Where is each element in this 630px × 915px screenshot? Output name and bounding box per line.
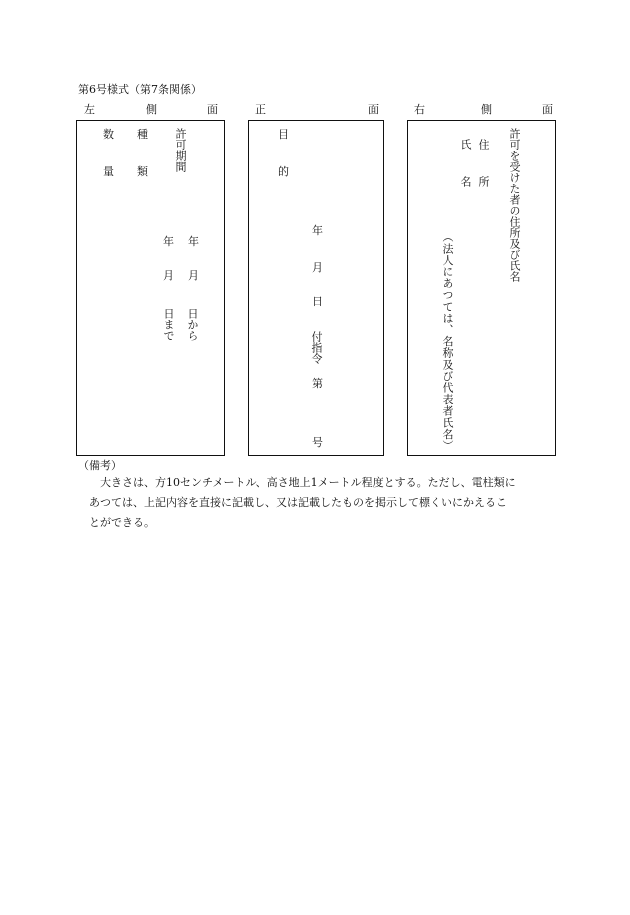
remarks-heading: （備考）: [78, 459, 122, 472]
label-left-2: 側: [146, 103, 157, 116]
form-title: 第6号様式（第7条関係）: [78, 83, 202, 96]
remarks-line-2: あつては、上記内容を直接に記載し、又は記載したものを掲示して標くいにかえるこ: [89, 496, 507, 509]
directive-number-suffix: 号: [312, 436, 323, 449]
label-left-1: 左: [84, 103, 95, 116]
from-day: 日から: [186, 308, 199, 341]
permit-holder-label: 許可を受けた者の住所及び氏名: [508, 128, 521, 282]
quantity-label-1: 数: [103, 128, 114, 141]
address-label: 住所: [477, 139, 490, 213]
label-front-1: 正: [255, 103, 266, 116]
to-day: 日まで: [162, 308, 175, 341]
label-right-2: 側: [481, 103, 492, 116]
remarks-line-3: とができる。: [89, 516, 155, 529]
directive-month: 月: [312, 261, 323, 274]
directive-day: 日: [312, 295, 323, 308]
directive-year: 年: [312, 224, 323, 237]
label-right-3: 面: [542, 103, 553, 116]
permit-period-label: 許可期間: [174, 128, 187, 172]
to-month: 月: [163, 269, 174, 282]
label-right-1: 右: [414, 103, 425, 116]
purpose-label-1: 目: [278, 128, 289, 141]
name-label: 氏名: [459, 139, 472, 213]
type-label-2: 類: [137, 165, 148, 178]
corporation-note: （法人にあつては、名称及び代表者氏名）: [441, 231, 454, 452]
purpose-label-2: 的: [278, 165, 289, 178]
from-year: 年: [188, 235, 199, 248]
quantity-label-2: 量: [103, 165, 114, 178]
front-panel: [248, 120, 384, 456]
from-month: 月: [188, 269, 199, 282]
type-label-1: 種: [137, 128, 148, 141]
label-front-2: 面: [368, 103, 379, 116]
directive-reference: 付指令: [310, 331, 323, 364]
remarks-line-1: 大きさは、方10センチメートル、高さ地上1メートル程度とする。ただし、電柱類に: [100, 476, 516, 489]
remarks-body: [78, 473, 554, 533]
directive-number-prefix: 第: [312, 377, 323, 390]
to-year: 年: [163, 235, 174, 248]
label-left-3: 面: [207, 103, 218, 116]
left-side-panel: [76, 120, 225, 456]
